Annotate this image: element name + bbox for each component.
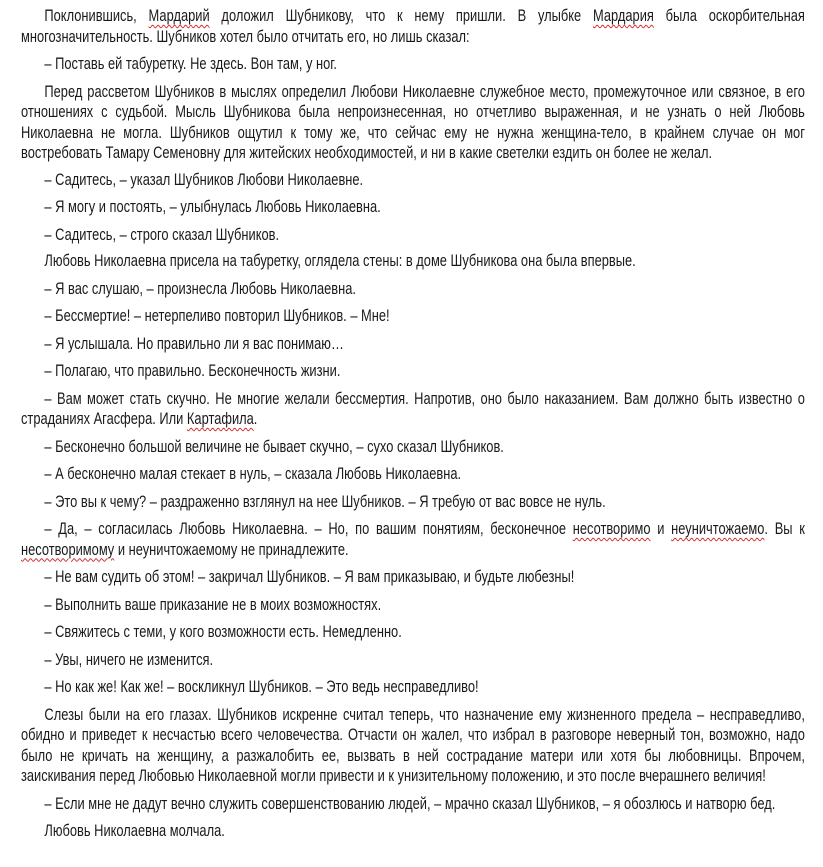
paragraph-narrative: [21, 519, 805, 560]
dialogue-line: – Бессмертие! – нетерпеливо повторил Шубников. – Мне!: [44, 307, 390, 325]
paragraph-narrative: Любовь Николаевна присела на табуретку, оглядела стены: в доме Шубникова она была впервые.: [44, 252, 636, 270]
misspelled-word[interactable]: Мардарий: [148, 7, 210, 25]
dialogue-line: – Свяжитесь с теми, у кого возможности есть. Немедленно.: [44, 623, 402, 641]
dialogue-line: – А бесконечно малая стекает в нуль, – сказала Любовь Николаевна.: [44, 465, 462, 483]
paragraph-narrative: Любовь Николаевна молчала.: [44, 822, 225, 840]
dialogue-line: – Увы, ничего не изменится.: [44, 650, 214, 669]
text-run: и: [650, 520, 672, 538]
dialogue-line: – Выполнить ваше приказание не в моих возможностях.: [44, 595, 382, 614]
dialogue-line: – Не вам судить об этом! – закричал Шубников. – Я вам приказываю, и будьте любезны!: [44, 568, 575, 586]
text-run: и неуничтожаемому не принадлежите.: [114, 540, 349, 559]
text-run: – Вам может стать скучно. Не многие желали бессмертия. Напротив, оно было наказанием. Вам должно быть известно о страданиях Агасфера. Или: [21, 389, 805, 428]
dialogue-line: – Садитесь, – строго сказал Шубников.: [44, 225, 280, 244]
misspelled-word[interactable]: несотворимому: [21, 540, 115, 559]
text-run: . Вы к: [764, 520, 805, 538]
text-run: .: [253, 410, 258, 428]
dialogue-line: – Я вас слушаю, – произнесла Любовь Николаевна.: [44, 279, 356, 298]
dialogue-line: – Я услышала. Но правильно ли я вас понимаю…: [44, 334, 344, 353]
dialogue-line: – Полагаю, что правильно. Бесконечность жизни.: [44, 362, 341, 380]
misspelled-word[interactable]: неуничтожаемо: [671, 520, 765, 538]
text-run: была оскорбительная многозначительность. Шубников хотел было отчитать его, но лишь сказал:: [21, 7, 805, 46]
dialogue-line: – Я могу и постоять, – улыбнулась Любовь Николаевна.: [44, 198, 381, 216]
dialogue-line: – Это вы к чему? – раздраженно взглянул на нее Шубников. – Я требую от вас вовсе не нуль.: [44, 492, 606, 511]
paragraph-narrative: [21, 389, 805, 430]
text-run: доложил Шубникову, что к нему пришли. В улыбке: [209, 7, 593, 25]
document-page: [21, 6, 805, 842]
paragraph-narrative: – Если мне не дадут вечно служить совершенствованию людей, – мрачно сказал Шубников, – я обозлюсь и натворю бед.: [44, 794, 776, 813]
dialogue-line: – Поставь ей табуретку. Не здесь. Вон там, у ног.: [44, 55, 337, 73]
dialogue-line: – Садитесь, – указал Шубников Любови Николаевне.: [44, 170, 364, 189]
text-run: – Да, – согласилась Любовь Николаевна. – Но, по вашим понятиям, бесконечное: [44, 520, 573, 538]
paragraph-1: [21, 6, 805, 47]
misspelled-word[interactable]: Картафила: [186, 410, 254, 428]
dialogue-line: – Но как же! Как же! – воскликнул Шубников. – Это ведь несправедливо!: [44, 678, 479, 696]
text-run: Поклонившись,: [44, 7, 149, 25]
misspelled-word[interactable]: Мардария: [592, 7, 654, 25]
misspelled-word[interactable]: несотворимо: [572, 520, 651, 538]
paragraph-narrative: Перед рассветом Шубников в мыслях определил Любови Николаевне служебное место, промежуточное или связное, в его отношениях с судьбой. Мысль Шубникова была непроизнесенная, но отчетливо выраженная, и не узнать о ней Любовь Николаевна не могла. Шубников ощутил к тому же, что сейчас ему не нужна женщина-тело, в крайнем случае он мог востребовать Тамару Семеновну для житейских необходимостей, и ни в какие светелки ездить он более не желал.: [21, 82, 805, 162]
paragraph-narrative: Слезы были на его глазах. Шубников искренне считал теперь, что назначение ему жизненного предела – несправедливо, обидно и приведет к несчастью всего человечества. Отчасти он жалел, что избрал в разговоре неверный тон, возможно, надо было не кричать на женщину, а разжалобить ее, вызвать в ней сострадание матери или хотя бы любовницы. Впрочем, заискивания перед Любовью Николаевной могли привести и к унизительному положению, и это после вчерашнего величия!: [21, 705, 805, 785]
dialogue-line: – Бесконечно большой величине не бывает скучно, – сухо сказал Шубников.: [44, 437, 504, 456]
